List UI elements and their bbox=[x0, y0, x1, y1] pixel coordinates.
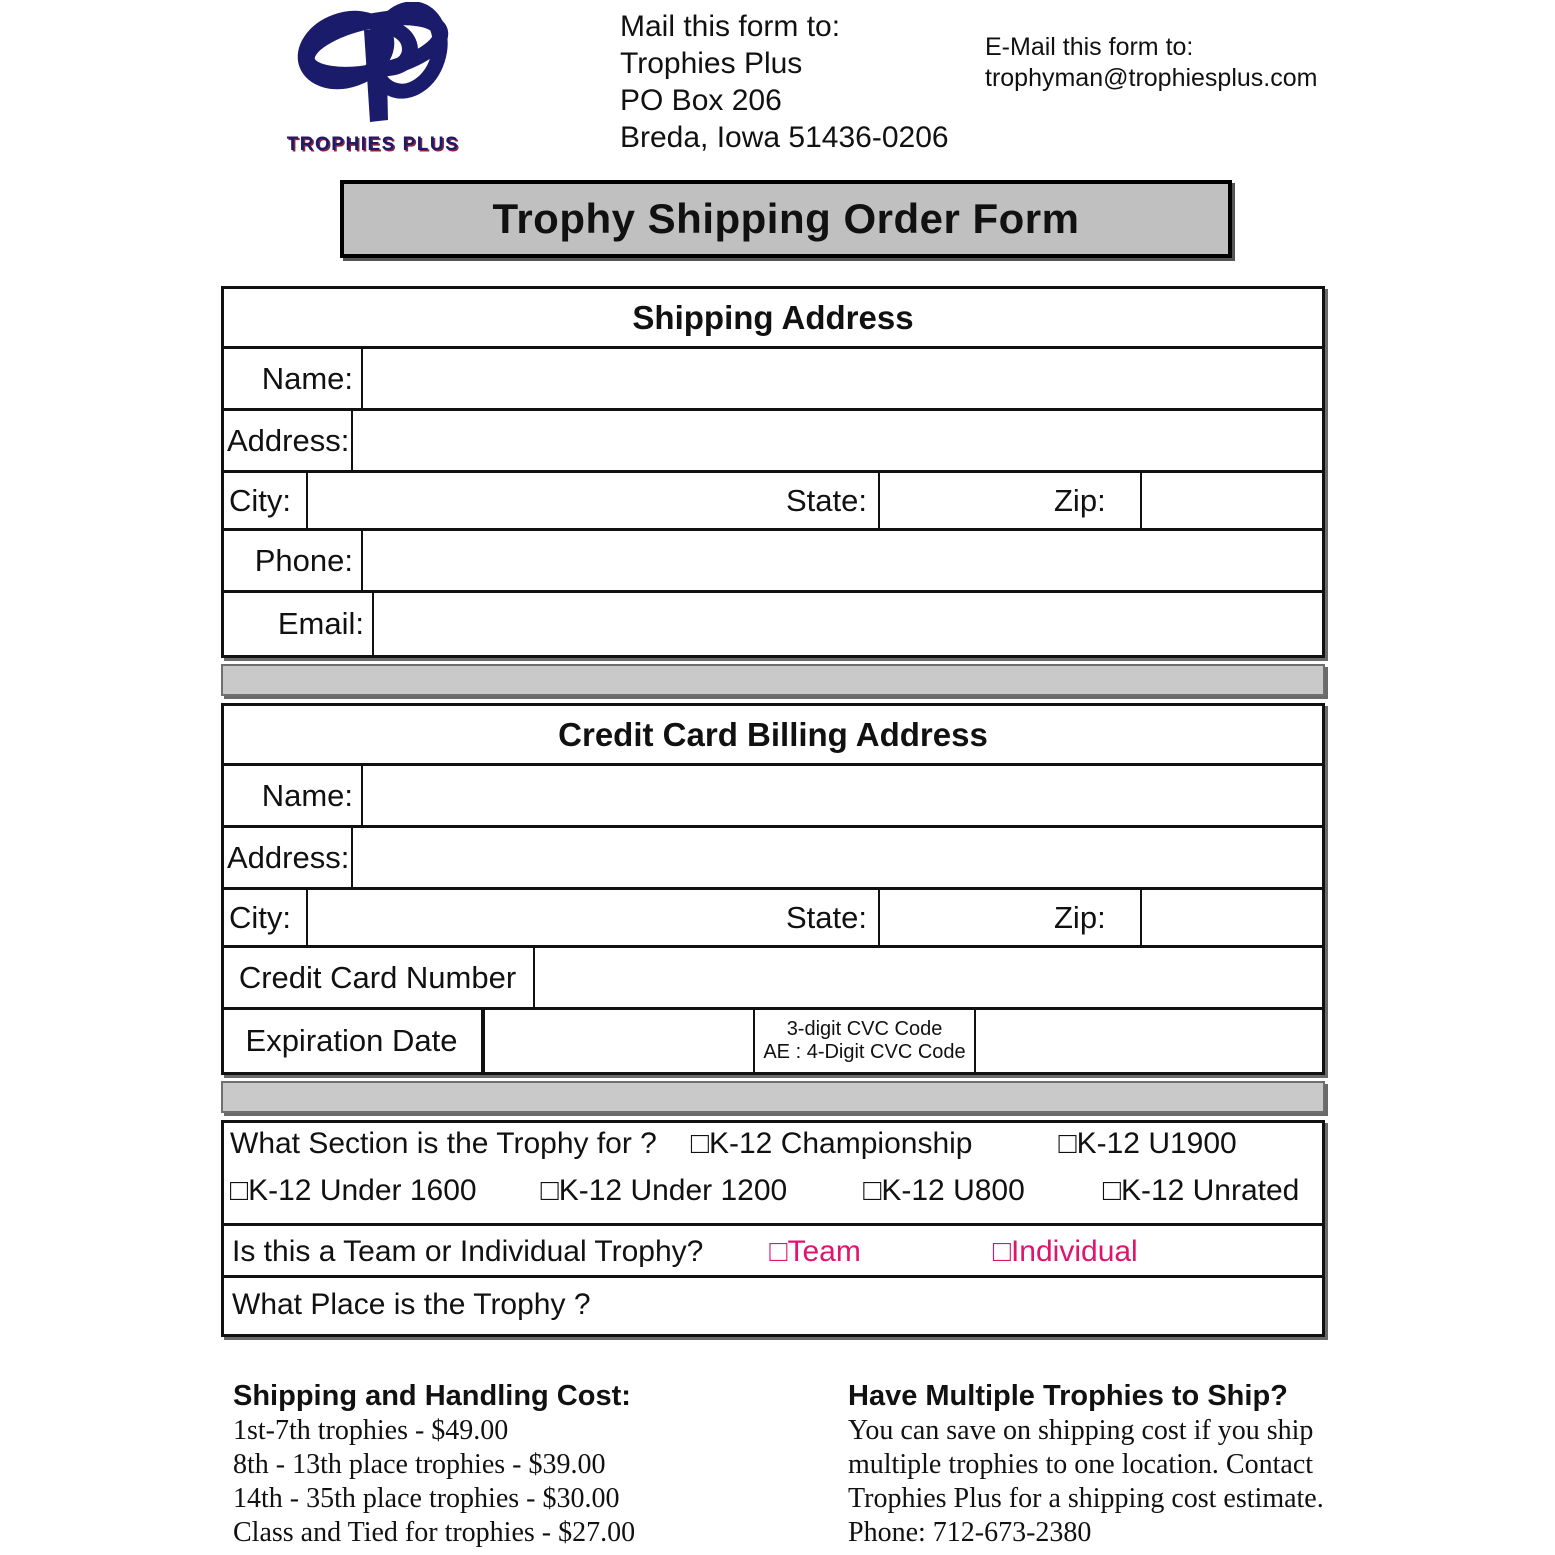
brand-wordmark: TROPHIES PLUS bbox=[286, 134, 460, 155]
billing-address-input[interactable] bbox=[353, 828, 1322, 887]
shipping-cost-heading: Shipping and Handling Cost: bbox=[233, 1380, 631, 1412]
shipping-state-input[interactable] bbox=[880, 473, 1046, 528]
billing-address-section bbox=[221, 703, 1325, 1075]
billing-address-label: Address: bbox=[222, 826, 353, 889]
shipping-address-input[interactable] bbox=[353, 411, 1322, 470]
billing-zip-input[interactable] bbox=[1142, 890, 1322, 945]
checkbox-icon: □ bbox=[1102, 1174, 1121, 1207]
expiration-date-label: Expiration Date bbox=[222, 1008, 483, 1074]
multiple-trophies-body bbox=[848, 1414, 1368, 1550]
cvc-code-label-line-2: AE : 4-Digit CVC Code bbox=[763, 1041, 966, 1063]
shipping-city-input[interactable] bbox=[308, 473, 778, 528]
mail-to-line-3: PO Box 206 bbox=[620, 84, 782, 117]
multiple-trophies-heading: Have Multiple Trophies to Ship? bbox=[848, 1380, 1288, 1412]
billing-zip-label: Zip: bbox=[1046, 890, 1142, 945]
checkbox-option-individual[interactable] bbox=[993, 1235, 1138, 1269]
cvc-code-label bbox=[753, 1010, 976, 1072]
checkbox-option-label: K-12 U800 bbox=[881, 1174, 1025, 1207]
expiration-date-input[interactable] bbox=[483, 1010, 753, 1072]
team-or-individual-question: Is this a Team or Individual Trophy? bbox=[232, 1235, 704, 1268]
credit-card-number-row bbox=[224, 948, 1322, 1010]
checkbox-option-label: K-12 Championship bbox=[709, 1127, 973, 1160]
shipping-address-label: Address: bbox=[222, 409, 353, 472]
checkbox-icon: □ bbox=[863, 1174, 882, 1207]
billing-address-row bbox=[224, 828, 1322, 890]
checkbox-icon: □ bbox=[1058, 1127, 1077, 1160]
billing-name-input[interactable] bbox=[363, 766, 1322, 825]
shipping-cost-line-2: 8th - 13th place trophies - $39.00 bbox=[233, 1449, 606, 1480]
checkbox-option-k12-u800[interactable] bbox=[863, 1174, 1025, 1208]
shipping-zip-input[interactable] bbox=[1142, 473, 1322, 528]
shipping-zip-label: Zip: bbox=[1046, 473, 1142, 528]
checkbox-option-label: Team bbox=[787, 1235, 861, 1268]
team-or-individual-content bbox=[224, 1226, 1138, 1278]
trophy-place-question: What Place is the Trophy ? bbox=[232, 1288, 591, 1321]
shipping-address-heading bbox=[224, 289, 1322, 349]
billing-name-row bbox=[224, 766, 1322, 828]
checkbox-icon: □ bbox=[540, 1174, 559, 1207]
shipping-cost-line-4: Class and Tied for trophies - $27.00 bbox=[233, 1517, 636, 1548]
trophy-questions-section bbox=[221, 1120, 1325, 1337]
shipping-cost-list bbox=[233, 1414, 823, 1550]
cvc-code-label-line-1: 3-digit CVC Code bbox=[786, 1018, 943, 1040]
shipping-name-input[interactable] bbox=[363, 349, 1322, 408]
multiple-trophies-phone: Phone: 712-673-2380 bbox=[848, 1517, 1092, 1548]
team-or-individual-row bbox=[224, 1226, 1322, 1278]
billing-state-label: State: bbox=[778, 890, 880, 945]
email-to-line-1: E-Mail this form to: bbox=[985, 33, 1194, 61]
shipping-address-row bbox=[224, 411, 1322, 473]
credit-card-number-label: Credit Card Number bbox=[222, 946, 535, 1009]
shipping-cost-line-1: 1st-7th trophies - $49.00 bbox=[233, 1415, 509, 1446]
shipping-phone-label: Phone: bbox=[222, 529, 363, 592]
email-to-block bbox=[985, 32, 1317, 94]
order-form bbox=[221, 286, 1325, 1337]
page-title: Trophy Shipping Order Form bbox=[492, 195, 1080, 242]
billing-city-state-zip-row bbox=[224, 890, 1322, 948]
section-question-line-2 bbox=[230, 1174, 1316, 1221]
section-question-row bbox=[224, 1123, 1322, 1226]
shipping-cost-block bbox=[233, 1378, 823, 1550]
mail-to-block bbox=[620, 8, 949, 156]
billing-address-heading bbox=[224, 706, 1322, 766]
checkbox-option-team[interactable] bbox=[769, 1235, 860, 1269]
billing-address-heading-text: Credit Card Billing Address bbox=[558, 715, 988, 753]
mail-to-line-4: Breda, Iowa 51436-0206 bbox=[620, 121, 949, 154]
multiple-trophies-block bbox=[848, 1378, 1368, 1550]
checkbox-icon: □ bbox=[230, 1174, 249, 1207]
trophy-place-row[interactable] bbox=[224, 1278, 1322, 1334]
shipping-city-state-zip-row bbox=[224, 473, 1322, 531]
expiration-cvc-row bbox=[224, 1010, 1322, 1072]
checkbox-option-label: K-12 Unrated bbox=[1120, 1174, 1300, 1207]
shipping-email-row bbox=[224, 593, 1322, 655]
checkbox-icon: □ bbox=[690, 1127, 709, 1160]
checkbox-option-label: K-12 U1900 bbox=[1076, 1127, 1237, 1160]
email-to-address: trophyman@trophiesplus.com bbox=[985, 64, 1318, 92]
section-spacer-bar-2 bbox=[221, 1081, 1325, 1113]
brand-logo bbox=[268, 2, 478, 167]
shipping-address-section bbox=[221, 286, 1325, 658]
checkbox-option-k12-under-1600[interactable] bbox=[230, 1174, 477, 1208]
mail-to-line-2: Trophies Plus bbox=[620, 47, 803, 80]
checkbox-option-label: K-12 Under 1200 bbox=[558, 1174, 788, 1207]
checkbox-option-k12-u1900[interactable] bbox=[1058, 1127, 1236, 1161]
section-spacer-bar-1 bbox=[221, 664, 1325, 696]
trophies-plus-orbital-p-logo-icon bbox=[268, 2, 478, 130]
billing-city-label: City: bbox=[224, 890, 308, 945]
shipping-name-row bbox=[224, 349, 1322, 411]
checkbox-icon: □ bbox=[769, 1235, 788, 1268]
shipping-email-label: Email: bbox=[222, 591, 374, 657]
shipping-phone-row bbox=[224, 531, 1322, 593]
multiple-trophies-paragraph: You can save on shipping cost if you ship multiple trophies to one location. Contact Trophies Plus for a shipping cost estimate. bbox=[848, 1415, 1324, 1514]
checkbox-icon: □ bbox=[992, 1235, 1011, 1268]
mail-to-line-1: Mail this form to: bbox=[620, 10, 841, 43]
billing-state-input[interactable] bbox=[880, 890, 1046, 945]
shipping-cost-line-3: 14th - 35th place trophies - $30.00 bbox=[233, 1483, 620, 1514]
shipping-city-label: City: bbox=[224, 473, 308, 528]
checkbox-option-k12-championship[interactable] bbox=[691, 1127, 973, 1161]
form-title-bar bbox=[340, 180, 1232, 258]
shipping-email-input[interactable] bbox=[374, 593, 1322, 655]
credit-card-number-input[interactable] bbox=[535, 948, 1322, 1007]
checkbox-option-k12-under-1200[interactable] bbox=[541, 1174, 788, 1208]
cvc-code-input[interactable] bbox=[976, 1010, 1322, 1072]
section-question-line-1 bbox=[230, 1127, 1316, 1174]
section-question-text: What Section is the Trophy for ? bbox=[230, 1127, 657, 1160]
shipping-phone-input[interactable] bbox=[363, 531, 1322, 590]
checkbox-option-label: K-12 Under 1600 bbox=[248, 1174, 477, 1207]
shipping-name-label: Name: bbox=[222, 347, 363, 410]
shipping-state-label: State: bbox=[778, 473, 880, 528]
checkbox-option-k12-unrated[interactable] bbox=[1103, 1174, 1300, 1208]
billing-name-label: Name: bbox=[222, 764, 363, 827]
billing-city-input[interactable] bbox=[308, 890, 778, 945]
checkbox-option-label: Individual bbox=[1010, 1235, 1138, 1268]
page-header bbox=[0, 0, 1555, 175]
shipping-address-heading-text: Shipping Address bbox=[632, 298, 914, 336]
